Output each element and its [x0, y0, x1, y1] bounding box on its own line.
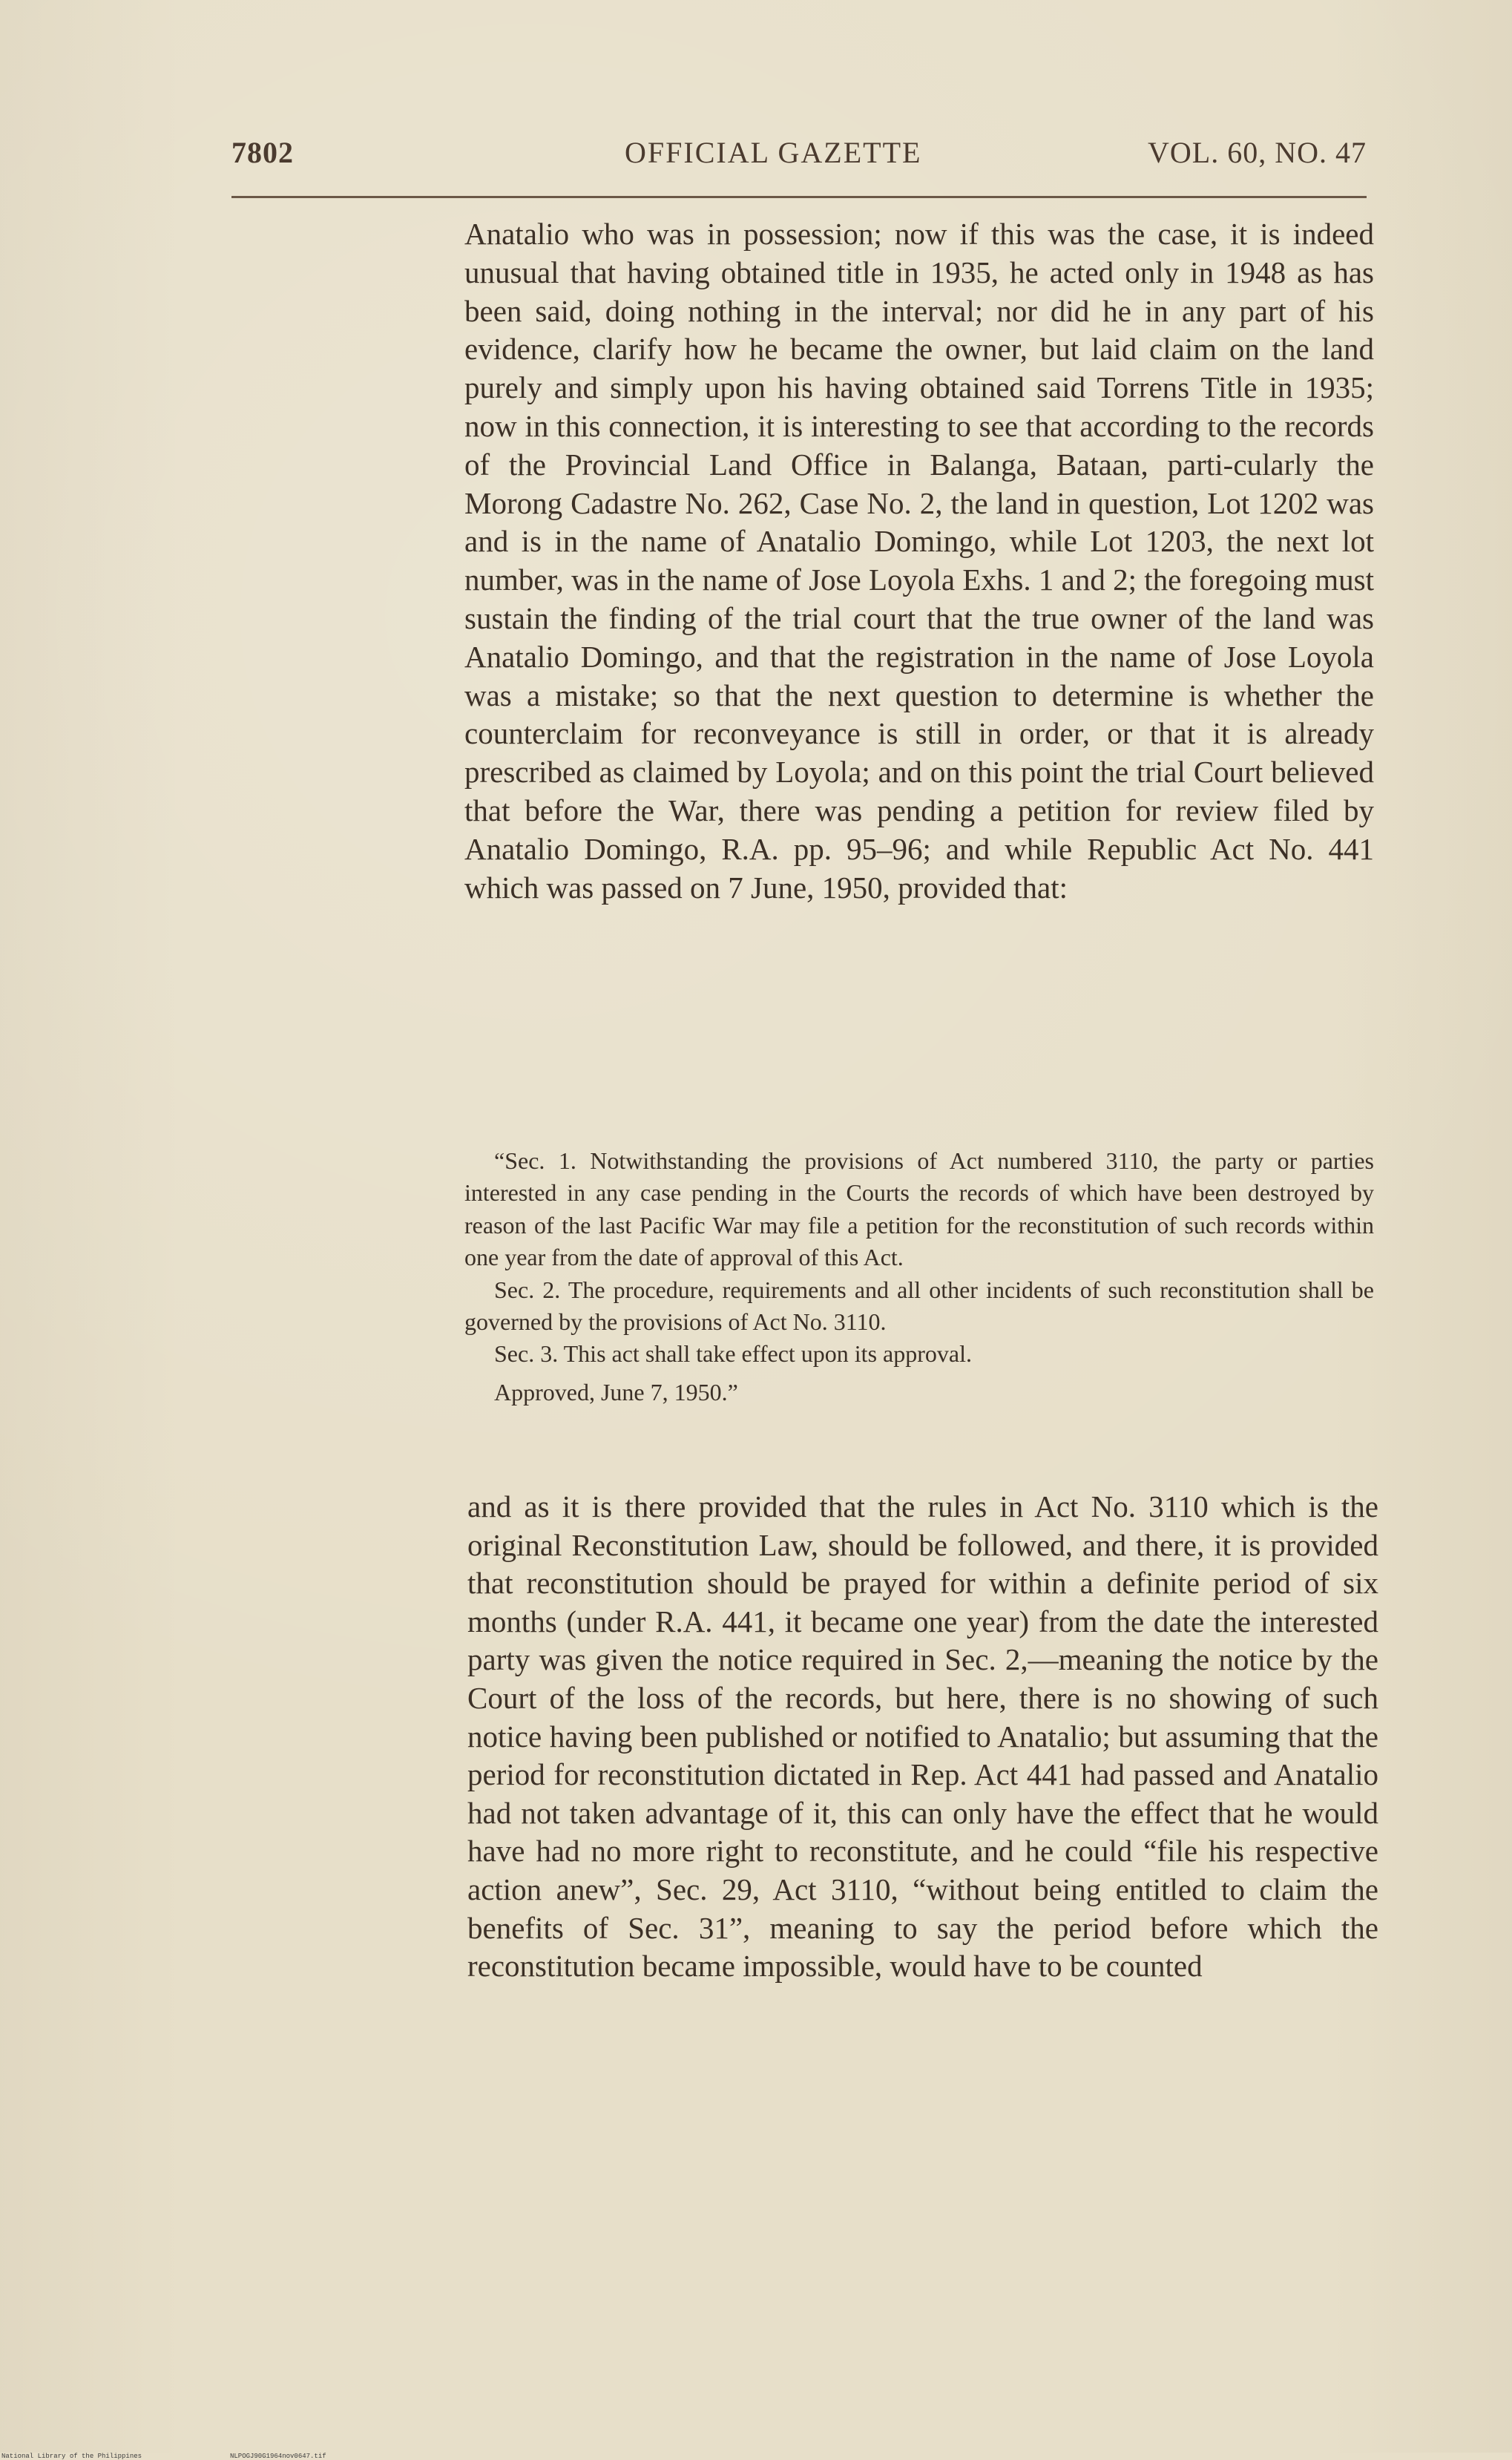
volume-number: VOL. 60, NO. 47	[1148, 136, 1367, 169]
main-paragraph-2: and as it is there provided that the rules in Act No. 3110 which is the original Reconstitution Law, should be followed, and there, it is provided that reconstitution should be prayed for within a definite period of six months (under R.A. 441, it became one year) from the date the interested party was given the notice required in Sec. 2,—meaning the notice by the Court of the loss of the records, but here, there is no showing of such notice having been published or notified to Anatalio; but assuming that the period for reconstitution dictated in Rep. Act 441 had passed and Anatalio had not taken advantage of it, this can only have the effect that he would have had no more right to reconstitute, and he could “file his respective action anew”, Sec. 29, Act 3110, “without being entitled to claim the benefits of Sec. 31”, meaning to say the period before which the reconstitution became impossible, would have to be counted	[467, 1489, 1378, 1984]
page-header	[231, 135, 1367, 180]
scan-footer	[0, 2453, 1512, 2460]
footer-file: NLPOGJ90G1964nov0647.tif	[230, 2453, 326, 2460]
page-number: 7802	[231, 136, 294, 169]
quote-approved: Approved, June 7, 1950.”	[494, 1378, 738, 1406]
quote-section-3: Sec. 3. This act shall take effect upon its approval.	[494, 1340, 972, 1368]
header-divider	[231, 196, 1367, 198]
quote-section-2: Sec. 2. The procedure, requirements and all other incidents of such reconstitution shall be governed by the provisions of Act No. 3110.	[464, 1276, 1374, 1336]
quoted-law	[464, 1145, 1374, 1408]
publication-title: OFFICIAL GAZETTE	[625, 136, 922, 169]
quote-section-1: “Sec. 1. Notwithstanding the provisions of Act numbered 3110, the party or parties interested in any case pending in the Courts the records of which have been destroyed by reason of the last Pacific War may file a petition for the reconstitution of such records within one year from the date of approval of this Act.	[464, 1147, 1374, 1271]
main-paragraph-1: Anatalio who was in possession; now if this was the case, it is indeed unusual that having obtained title in 1935, he acted only in 1948 as has been said, doing nothing in the interval; nor did he in any part of his evidence, clarify how he became the owner, but laid claim on the land purely and simply upon his having obtained said Torrens Title in 1935; now in this connection, it is interesting to see that according to the records of the Provincial Land Office in Balanga, Bataan, parti-cularly the Morong Cadastre No. 262, Case No. 2, the land in question, Lot 1202 was and is in the name of Anatalio Domingo, while Lot 1203, the next lot number, was in the name of Jose Loyola Exhs. 1 and 2; the foregoing must sustain the finding of the trial court that the true owner of the land was Anatalio Domingo, and that the registration in the name of Jose Loyola was a mistake; so that the next question to determine is whether the counterclaim for reconveyance is still in order, or that it is already prescribed as claimed by Loyola; and on this point the trial Court believed that before the War, there was pending a petition for review filed by Anatalio Domingo, R.A. pp. 95–96; and while Republic Act No. 441 which was passed on 7 June, 1950, provided that:	[464, 217, 1374, 905]
footer-source: National Library of the Philippines	[1, 2453, 142, 2460]
